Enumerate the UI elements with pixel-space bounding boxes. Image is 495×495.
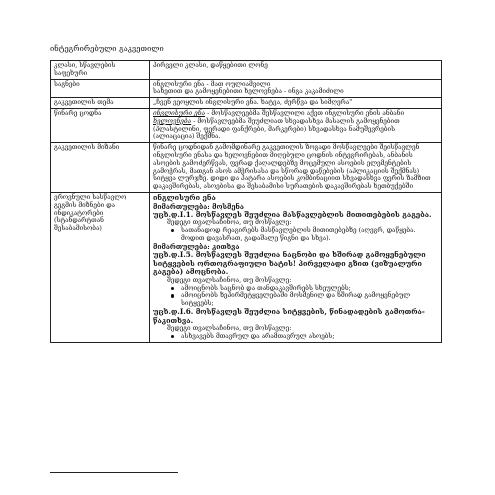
row-value bbox=[150, 108, 442, 142]
bullet-item bbox=[153, 227, 438, 243]
bullet-text: ასხვავებს მთავრულ და არამთავრულ ასოებს; bbox=[181, 331, 335, 340]
bullet-text: სათანადოდ რეაგირებს მასწავლებლის მითითებებზე (აღეგრ, დაწყება. მოდით დავასრათ, გადაშალე წიგნი და სხვა). bbox=[181, 226, 416, 242]
document-title: ინტეგრირებული გაკვეთილი bbox=[50, 44, 164, 53]
subject-name: ინგლისური ენა bbox=[153, 108, 206, 117]
standard-line: ინგლისური ენა bbox=[153, 192, 216, 202]
cell-line: სახეთით და გამოყენებითი ხელოვნება - ინგა კაკამიძილი bbox=[153, 87, 344, 96]
bullet-icon bbox=[171, 335, 174, 338]
cell-line: „ჩვენ ვეოყლის ინგლისური ენა. ხატვა, ძერწვა და სიმღერა" bbox=[153, 98, 353, 107]
bullet-icon bbox=[171, 287, 174, 290]
footnote-separator bbox=[50, 472, 178, 473]
row-value bbox=[150, 98, 442, 109]
row-value bbox=[150, 61, 442, 80]
standard-line: შედეგი თვალსაჩინოა, თუ მოსწავლე: bbox=[167, 324, 292, 333]
subject-name: ხელოვნება bbox=[153, 116, 192, 125]
table-row bbox=[51, 61, 442, 80]
row-label: კლასი, სწავლების საფეხური bbox=[51, 61, 150, 80]
bullet-icon bbox=[171, 229, 174, 232]
standard-line: შედეგი თვალსაჩინოა, თუ მოსწავლე: bbox=[167, 275, 292, 284]
standard-line: უცხ.დ.I.6. მოსწავლეს შეუძლია სიტყვების, წინადადების გამოთრა-წაკითხვა. bbox=[153, 306, 425, 325]
cell-line: ინგლისური ენა - მათ ოულიამვილი bbox=[153, 79, 271, 88]
table-row-standards bbox=[51, 192, 442, 342]
bullet-text: ამოიცნობს საცნობ და თანდაკავშირებს სხეულებს; bbox=[181, 283, 351, 292]
row-value bbox=[150, 143, 442, 193]
table-row bbox=[51, 98, 442, 109]
row-label: წინარე ცოდნა bbox=[51, 108, 150, 142]
standard-line: უცხ.დ.I.5. მოსწავლეს შეუძლია ნაცნობი და ხშირად გამოყენებული სიტყვების ორთოგრაფიული ხატის! პირველადი გზით (ვიზუალური გაგება) ამოცნობა. bbox=[153, 249, 426, 277]
table-row bbox=[51, 108, 442, 142]
row-label: ეროვნული სასწავლო გეგმის მიზნები და ინდიკატორები (სტანდარტთან შესაბამისობა) bbox=[51, 192, 150, 342]
bullet-item bbox=[153, 333, 438, 341]
subject-description: - მოსწავლეებმა შეუძლიათ სხვადასხვა მასალის გამოყენებით (პლასტილინი, ფერადი ფანქრები, მარკერები) სხვადასხვა ნამუშევრების (ალიაცაცია) შექმნა. bbox=[153, 116, 400, 141]
row-value bbox=[150, 79, 442, 98]
bullet-text: ამოიცნობს ზეპირმეტყველებაში მოსმენილ და ხშირად გამოყენებულ სიტყვებს; bbox=[181, 291, 411, 308]
prior-knowledge-item bbox=[153, 118, 438, 141]
standard-line: მიმართულება: მოსმენა bbox=[153, 202, 244, 211]
standard-line: შედეგი თვალსაჩინოა, თუ მოსწავლე: bbox=[167, 218, 292, 227]
subject-description: - მოსწავლეებმა შესწავლილი აქვთ ინგლისური ენის ანბანი bbox=[205, 108, 405, 117]
row-label: გაკვეთილის მიზანი bbox=[51, 143, 150, 193]
standard-line: უცხ.დ.I.1. მოსწავლეს შეუძლია მასწავლებლის მითითებების გაგება. bbox=[153, 209, 432, 219]
cell-line: წინარე ცოდნიდან გამომდინარე გაკვეთილის ზოგადი მოსწავლეები შეისწავლენ ინგლისური ენასა და ხელოვნებით მიღებული ცოდნის ინტეგრირებას, ანბანის ასოების გამოძერწვას, ფერად ქაღალდებზე მოცემული ასოების ელემენტების გამოჭრას, მათგან ასოს ამჭრისასა და სწორად დაწებების (აპლიკაციის შექმნას) სიტყვა ლურჯზე. დიდი და პატარა ასოების კომბინაციით სხვადასხვა ფერის ზამზით დაკავშირებას, ასოებისა და შესაბამისი სურათების დაკავშირებას ხეთბუქებში bbox=[153, 143, 431, 191]
table-row bbox=[51, 143, 442, 193]
row-label: გაკვეთილის თემა bbox=[51, 98, 150, 109]
cell-line: პირველი კლასი, დაწყებითი ლონე bbox=[153, 61, 268, 69]
bullet-icon bbox=[171, 294, 174, 297]
table-row bbox=[51, 79, 442, 98]
standard-line: მიმართულება: კითხვა bbox=[153, 242, 240, 251]
lesson-plan-table bbox=[50, 60, 442, 343]
bullet-item bbox=[153, 292, 438, 308]
row-label: საგნები bbox=[51, 79, 150, 98]
row-value bbox=[150, 192, 442, 342]
